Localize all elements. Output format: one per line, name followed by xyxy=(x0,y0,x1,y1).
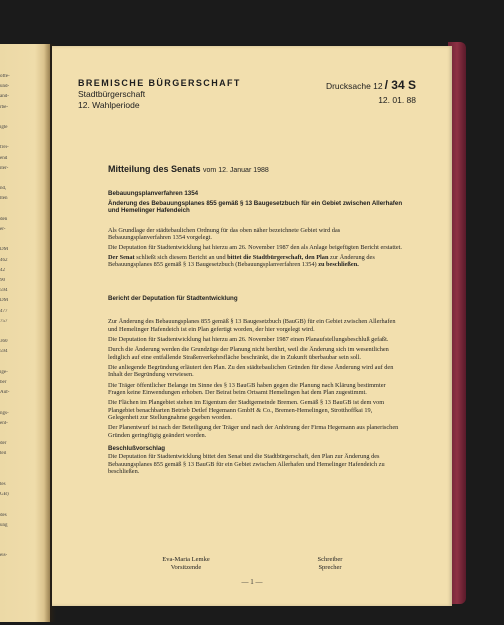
signature-right xyxy=(284,556,376,572)
document-date: 12. 01. 88 xyxy=(378,95,416,105)
left-page-text-fragment: 360 xyxy=(0,339,8,345)
document-page xyxy=(52,46,452,606)
left-page-text-fragment: ent- xyxy=(0,420,8,426)
left-page-text-fragment: offe- xyxy=(0,74,10,79)
left-page-text-fragment: end xyxy=(0,155,8,161)
left-page-text-fragment: ige- xyxy=(0,369,8,375)
report-paragraph: Die anliegende Begründung erläutert den Plan. Zu den städtebaulichen Gründen für diese Änderung wird auf den Inhalt der Begründung verwiesen. xyxy=(108,363,394,379)
amendment-heading: Änderung des Bebauungsplanes 855 gemäß § 13 Baugesetzbuch für ein Gebiet zwischen Allerhafen und Hemelinger Hafendeich xyxy=(108,199,403,215)
report-heading: Bericht der Deputation für Stadtentwicklung xyxy=(108,294,238,302)
left-page-text-fragment: teil xyxy=(0,451,7,457)
signatory-role: Sprecher xyxy=(318,564,342,571)
document-body xyxy=(108,164,404,476)
left-page-text-fragment: er- xyxy=(0,227,6,232)
report-paragraph: Zur Änderung des Bebauungsplanes 855 gemäß § 13 Baugesetzbuch (BauGB) für ein Gebiet zwischen Allerhafen und Hemelinger Hafendeich ist ein Plan gefertigt worden, der hier vorgelegt wird. xyxy=(108,318,396,333)
report-paragraph: Der Planentwurf ist nach der Beteiligung der Träger und nach der Anhörung der Firma Hegemann aus planerischen Gründen geringfügig geändert worden. xyxy=(108,424,399,440)
left-page-text-fragment: 594 xyxy=(0,288,8,294)
signatory-name: Eva-Maria Lemke xyxy=(162,556,210,563)
left-page-text-fragment: tes xyxy=(0,482,6,487)
document-number-value: / 34 S xyxy=(384,78,416,92)
text-phrase: zur Änderung des Bebauungsplanes 855 gemäß § 13 Baugesetzbuch (Bebauungsplanverfahren 1354) xyxy=(108,253,375,269)
left-page-text-fragment: 42 xyxy=(0,267,5,273)
left-page-text-fragment: eis- xyxy=(0,553,8,559)
resolution-proposal-text: Die Deputation für Stadtentwicklung bittet den Senat und die Stadtbürgerschaft, den Plan zur Änderung des Bebauungsplanes 855 gemäß § 13 BauGB für ein Gebiet zwischen Allerhafen und Hemelinger Hafendeich zu beschließen. xyxy=(108,453,385,476)
left-page-text-fragment: DM xyxy=(0,247,9,253)
document-header-left xyxy=(78,78,241,110)
document-header-right xyxy=(326,78,416,105)
bold-phrase: bittet die Stadtbürgerschaft, den Plan xyxy=(227,253,329,261)
procedure-heading: Bebauungsplanverfahren 1354 xyxy=(108,190,199,197)
left-page-text-fragment: lten xyxy=(0,196,8,202)
communication-title xyxy=(108,164,404,174)
left-page-text-fragment: GB) xyxy=(0,492,9,498)
left-page-text-fragment: ung xyxy=(0,522,8,528)
left-page-text-fragment: 757 xyxy=(0,318,8,324)
communication-date: vom 12. Januar 1988 xyxy=(203,167,269,174)
chamber-name: Stadtbürgerschaft xyxy=(78,89,146,99)
left-page-text-fragment: 90 xyxy=(0,278,5,283)
paragraph: Als Grundlage der städtebaulichen Ordnung für das oben näher bezeichnete Gebiet wird das Bebauungsplanverfahren 1354 vorgelegt. xyxy=(108,226,341,242)
left-page-text-fragment: und- xyxy=(0,84,10,90)
left-page-text-fragment: ber xyxy=(0,380,7,385)
left-page-text-fragment: Auf- xyxy=(0,390,10,396)
document-number-label: Drucksache 12 xyxy=(325,81,383,91)
report-paragraph: Die Träger öffentlicher Belange im Sinne des § 13 BauGB haben gegen die Planung nach Klärung bestimmter Fragen keine Einwendungen erhoben. Der Beirat beim Ortsamt Hemelingen hat dem Plan zugestimmt. xyxy=(108,381,386,397)
left-page-text-fragment: 594 xyxy=(0,349,8,355)
left-page-text-fragment: igte xyxy=(0,125,8,130)
senate-resolution-paragraph xyxy=(108,254,404,269)
signatory-role: Vorsitzende xyxy=(170,564,202,571)
paragraph: Die Deputation für Stadtentwicklung hat hierzu am 26. November 1987 den als Anlage beigefügten Bericht erstattet. xyxy=(108,243,402,251)
signatory-name: Schreiber xyxy=(317,556,343,563)
left-page-text-fragment: iter- xyxy=(0,165,9,171)
communication-title-text: Mitteilung des Senats xyxy=(108,164,201,174)
left-page-text-fragment: frei- xyxy=(0,145,9,151)
left-page-text-fragment: 462 xyxy=(0,257,8,263)
left-page-text-fragment: nd, xyxy=(0,186,7,192)
bold-phrase: Der Senat xyxy=(108,253,135,261)
left-page-text-fragment: der xyxy=(0,441,7,447)
legislative-period: 12. Wahlperiode xyxy=(78,100,140,110)
report-paragraph: Die Deputation für Stadtentwicklung hat hierzu am 26. November 1987 einen Planaufstellungsbeschluß gefaßt. xyxy=(108,336,389,344)
left-page-text-fragment: des xyxy=(0,512,7,518)
left-page-text-fragment: DM xyxy=(0,298,9,304)
bold-phrase: zu beschließen. xyxy=(318,261,359,269)
left-page-text-fragment: den xyxy=(0,216,8,222)
organization-name: BREMISCHE BÜRGERSCHAFT xyxy=(78,78,241,88)
document-number xyxy=(326,78,416,92)
page-number: — 1 — xyxy=(241,578,263,586)
text-phrase: schließt sich diesem Bericht an und xyxy=(134,253,228,261)
report-paragraph: Durch die Änderung werden die Grundzüge der Planung nicht berührt, weil die Änderung sich im wesentlichen lediglich auf eine entfallende Straßenverkehrsfläche beschränkt, die in Zukunft überbaubar sein soll. xyxy=(108,346,389,361)
left-page-text-fragment: rbe- xyxy=(0,104,9,110)
report-paragraphs xyxy=(108,318,404,439)
left-page-text-fragment: 477 xyxy=(0,308,8,314)
report-paragraph: Die Flächen im Plangebiet stehen im Eigentum der Stadtgemeinde Bremen. Gemäß § 13 BauGB ist dem vom Plangebiet benachbarten Betrieb Detlef Hegemann GmbH & Co., Bremen-Hemelingen, Strotthoffkai 19, Gelegenheit zur Stellungnahme gegeben worden. xyxy=(108,399,385,422)
resolution-proposal-heading: Beschlußvorschlag xyxy=(108,444,166,452)
adjacent-left-page xyxy=(0,44,50,622)
left-page-text-fragment: ngs- xyxy=(0,410,9,416)
signature-left xyxy=(140,556,232,572)
left-page-text-fragment: and- xyxy=(0,94,9,100)
